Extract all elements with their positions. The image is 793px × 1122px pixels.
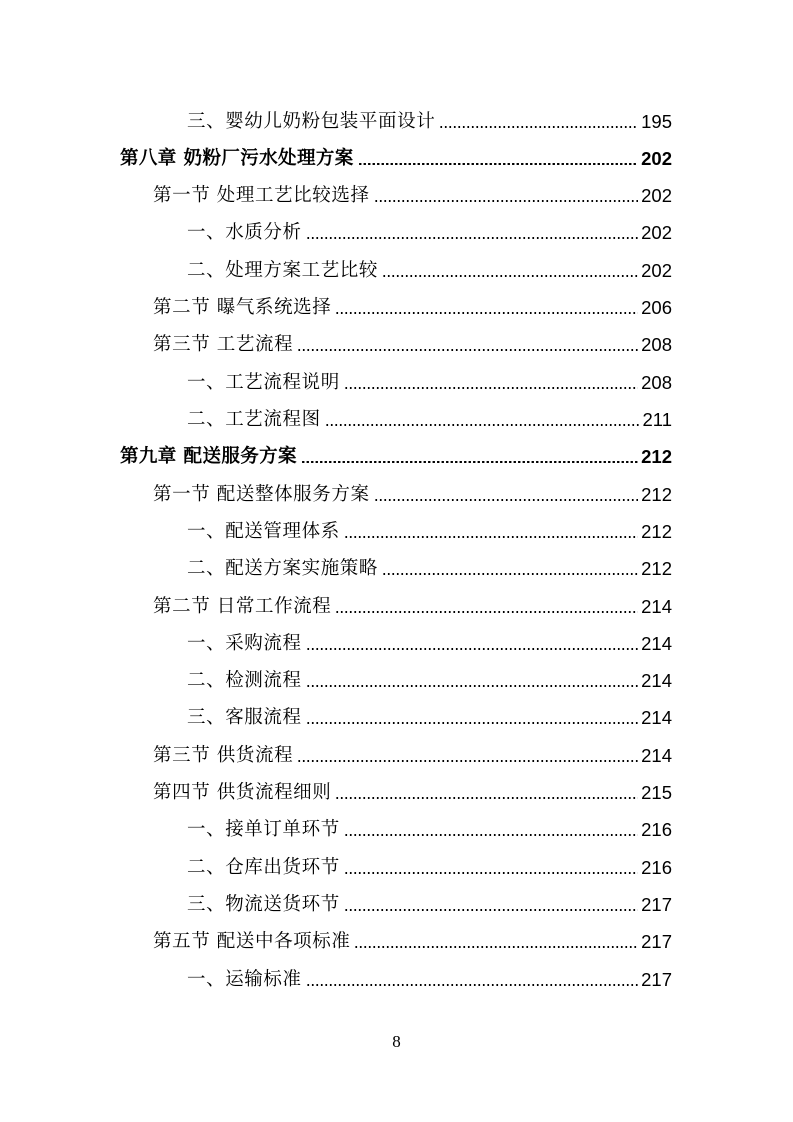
dot-leader	[335, 611, 638, 613]
dot-leader	[344, 834, 638, 836]
toc-entry-title: 二、处理方案工艺比较	[187, 260, 379, 281]
toc-entry-section[interactable]	[153, 476, 672, 506]
toc-entry-title: 第一节 配送整体服务方案	[153, 484, 370, 505]
toc-entry-page: 202	[641, 222, 672, 243]
page-number: 8	[392, 1032, 401, 1051]
toc-entry[interactable]	[187, 662, 672, 692]
toc-entry-title: 三、物流送货环节	[187, 894, 340, 915]
toc-entry-page: 214	[641, 745, 672, 766]
toc-entry-title: 一、工艺流程说明	[187, 372, 340, 393]
toc-entry[interactable]	[187, 961, 672, 991]
toc-entry-title: 二、检测流程	[187, 670, 302, 691]
dot-leader	[344, 872, 638, 874]
toc-entry-chapter[interactable]	[120, 140, 672, 170]
dot-leader	[301, 461, 638, 463]
toc-entry-page: 206	[641, 297, 672, 318]
toc-entry-section[interactable]	[153, 737, 672, 767]
toc-entry-page: 217	[641, 931, 672, 952]
dot-leader	[382, 573, 638, 575]
toc-entry-page: 215	[641, 782, 672, 803]
toc-entry-page: 212	[641, 484, 672, 505]
toc-entry[interactable]	[187, 886, 672, 916]
toc-entry-section[interactable]	[153, 177, 672, 207]
dot-leader	[358, 163, 638, 165]
toc-entry-title: 第三节 供货流程	[153, 745, 294, 766]
toc-entry-title: 一、接单订单环节	[187, 819, 340, 840]
toc-entry-title: 二、仓库出货环节	[187, 857, 340, 878]
toc-entry-page: 214	[641, 670, 672, 691]
dot-leader	[374, 200, 639, 202]
toc-entry-title: 三、客服流程	[187, 707, 302, 728]
toc-entry-title: 一、运输标准	[187, 969, 302, 990]
toc-entry-section[interactable]	[153, 326, 672, 356]
dot-leader	[344, 387, 638, 389]
dot-leader	[297, 349, 638, 351]
toc-entry[interactable]	[187, 849, 672, 879]
toc-entry-title: 第一节 处理工艺比较选择	[153, 185, 370, 206]
toc-entry[interactable]	[187, 699, 672, 729]
toc-entry-title: 一、配送管理体系	[187, 521, 340, 542]
toc-entry-page: 212	[641, 521, 672, 542]
toc-entry[interactable]	[187, 513, 672, 543]
toc-entry-page: 211	[642, 409, 672, 430]
toc-entry-page: 202	[641, 185, 672, 206]
toc-entry-section[interactable]	[153, 289, 672, 319]
toc-entry-page: 216	[641, 819, 672, 840]
toc-entry[interactable]	[187, 252, 672, 282]
toc-entry-title: 二、配送方案实施策略	[187, 558, 379, 579]
dot-leader	[306, 722, 639, 724]
toc-entry-title: 一、水质分析	[187, 222, 302, 243]
toc-entry-page: 217	[641, 894, 672, 915]
toc-entry-page: 214	[641, 633, 672, 654]
toc-entry[interactable]	[187, 625, 672, 655]
dot-leader	[382, 275, 638, 277]
dot-leader	[335, 797, 638, 799]
toc-entry-chapter[interactable]	[120, 438, 672, 468]
dot-leader	[306, 685, 639, 687]
toc-entry-page: 202	[641, 260, 672, 281]
toc-entry-title: 二、工艺流程图	[187, 409, 321, 430]
toc-entry[interactable]	[187, 214, 672, 244]
toc-entry-title: 三、婴幼儿奶粉包装平面设计	[187, 111, 436, 132]
toc-entry-page: 216	[641, 857, 672, 878]
toc-entry-page: 212	[641, 558, 672, 579]
dot-leader	[306, 237, 639, 239]
toc-entry-title: 第三节 工艺流程	[153, 334, 294, 355]
dot-leader	[306, 648, 639, 650]
toc-entry[interactable]	[187, 103, 672, 133]
toc-entry-title: 第二节 曝气系统选择	[153, 297, 332, 318]
toc-entry[interactable]	[187, 364, 672, 394]
toc-entry-title: 第八章 奶粉厂污水处理方案	[120, 148, 354, 169]
toc-entry[interactable]	[187, 550, 672, 580]
toc-entry-page: 214	[641, 596, 672, 617]
toc-entry-page: 212	[641, 446, 672, 467]
toc-entry[interactable]	[187, 401, 672, 431]
toc-entry-title: 第五节 配送中各项标准	[153, 931, 351, 952]
dot-leader	[374, 499, 639, 501]
toc-entry-section[interactable]	[153, 588, 672, 618]
toc-entry-title: 一、采购流程	[187, 633, 302, 654]
dot-leader	[335, 312, 638, 314]
toc-entry-section[interactable]	[153, 923, 672, 953]
toc-entry[interactable]	[187, 811, 672, 841]
dot-leader	[439, 126, 638, 128]
dot-leader	[344, 909, 638, 911]
toc-entry-title: 第二节 日常工作流程	[153, 596, 332, 617]
toc-entry-page: 202	[641, 148, 672, 169]
toc-entry-section[interactable]	[153, 774, 672, 804]
dot-leader	[297, 760, 638, 762]
dot-leader	[344, 536, 638, 538]
toc-entry-page: 217	[641, 969, 672, 990]
toc-entry-title: 第四节 供货流程细则	[153, 782, 332, 803]
dot-leader	[354, 946, 638, 948]
toc-entry-page: 208	[641, 334, 672, 355]
dot-leader	[325, 424, 640, 426]
toc-entry-page: 195	[641, 111, 672, 132]
toc-entry-page: 214	[641, 707, 672, 728]
dot-leader	[306, 984, 639, 986]
toc-entry-title: 第九章 配送服务方案	[120, 446, 297, 467]
toc-entry-page: 208	[641, 372, 672, 393]
